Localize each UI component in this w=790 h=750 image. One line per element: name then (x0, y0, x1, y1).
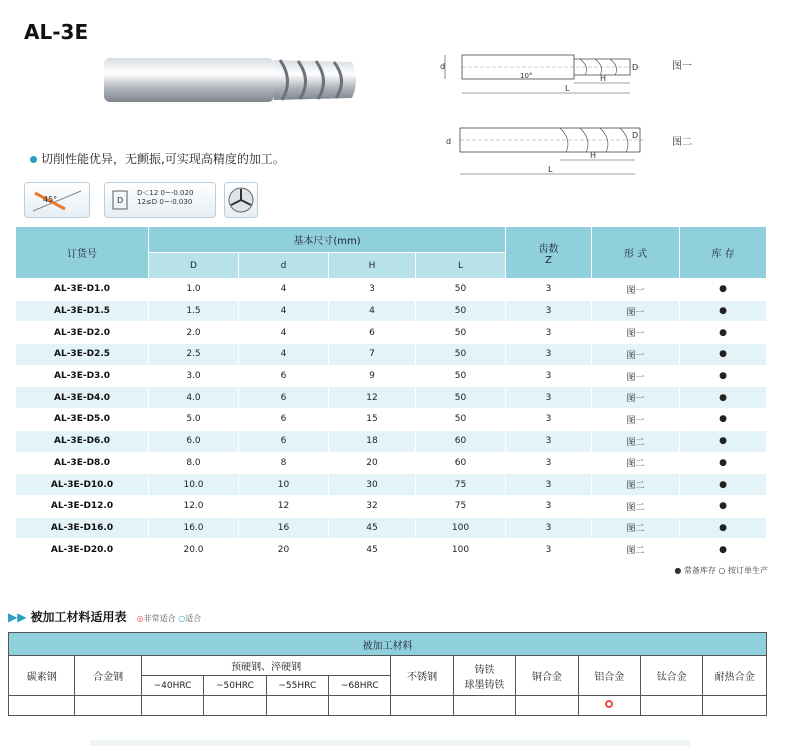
header-L: L (416, 253, 506, 279)
legend-open-text: 按订单生产 (728, 566, 768, 575)
header-stock: 库 存 (680, 227, 767, 279)
bottom-divider (90, 740, 690, 746)
materials-section-title (8, 608, 201, 625)
helix-angle-icon (24, 182, 90, 218)
cell-d: 10 (239, 474, 329, 496)
table-row (16, 279, 767, 301)
cell-code: AL-3E-D1.5 (16, 300, 149, 322)
figure-2-label: 图二 (672, 137, 692, 148)
bullet-icon (30, 156, 37, 163)
cell-d: 6 (239, 409, 329, 431)
cell-code: AL-3E-D10.0 (16, 474, 149, 496)
table-row (16, 517, 767, 539)
col-hrc-68: ~68HRC (329, 676, 391, 696)
cell-Z: 3 (506, 387, 592, 409)
end-mill-photo (102, 48, 364, 110)
cell-Z: 3 (506, 517, 592, 539)
cell-stock: ● (680, 539, 767, 561)
dim-D-label-2: D (632, 131, 639, 140)
cell-d: 4 (239, 300, 329, 322)
cell-L: 100 (416, 539, 506, 561)
cell-form: 图二 (592, 430, 680, 452)
cell-D: 4.0 (149, 387, 239, 409)
product-table (15, 226, 767, 561)
cell-Z: 3 (506, 430, 592, 452)
three-flute-icon (224, 182, 258, 218)
cell-form: 图二 (592, 474, 680, 496)
table-row (16, 387, 767, 409)
materials-table (8, 632, 767, 716)
col-hrc-50: ~50HRC (204, 676, 266, 696)
header-code: 订货号 (16, 227, 149, 279)
cell-stock: ● (680, 474, 767, 496)
cell-form: 图一 (592, 300, 680, 322)
figure-1-label: 图一 (672, 61, 692, 72)
header-basic-size: 基本尺寸(mm) (149, 227, 506, 253)
cell-H: 20 (329, 452, 416, 474)
table-row (16, 409, 767, 431)
cell-form: 图二 (592, 539, 680, 561)
cell-L: 50 (416, 387, 506, 409)
cell-H: 3 (329, 279, 416, 301)
cell-L: 50 (416, 279, 506, 301)
cell-stock: ● (680, 387, 767, 409)
dim-H-label-2: H (590, 151, 597, 160)
col-titanium: 钛合金 (640, 656, 702, 696)
col-aluminum: 铝合金 (578, 656, 640, 696)
cell-H: 18 (329, 430, 416, 452)
cell-d: 12 (239, 495, 329, 517)
cell-H: 4 (329, 300, 416, 322)
cell-aluminum (578, 696, 640, 716)
cell-form: 图一 (592, 365, 680, 387)
cell-hrc-40 (141, 696, 203, 716)
cell-stock: ● (680, 452, 767, 474)
dim-d-label: d (440, 62, 446, 71)
cell-D: 12.0 (149, 495, 239, 517)
table-row (16, 495, 767, 517)
cell-H: 6 (329, 322, 416, 344)
col-alloy-steel: 合金钢 (75, 656, 141, 696)
cell-D: 16.0 (149, 517, 239, 539)
cell-stock: ● (680, 430, 767, 452)
very-suitable-text: 非常适合 (143, 614, 176, 623)
cell-d: 4 (239, 344, 329, 366)
col-hardened-steel: 预硬钢、淬硬钢 (141, 656, 391, 676)
cell-heat (703, 696, 767, 716)
cell-H: 30 (329, 474, 416, 496)
cell-copper (516, 696, 578, 716)
cell-code: AL-3E-D1.0 (16, 279, 149, 301)
cell-stock: ● (680, 344, 767, 366)
cell-d: 6 (239, 387, 329, 409)
col-copper: 铜合金 (516, 656, 578, 696)
cell-D: 6.0 (149, 430, 239, 452)
legend-open-symbol: ○ (718, 566, 726, 575)
cell-code: AL-3E-D2.0 (16, 322, 149, 344)
cell-L: 75 (416, 474, 506, 496)
header-form: 形 式 (592, 227, 680, 279)
cell-stock: ● (680, 365, 767, 387)
cell-code: AL-3E-D8.0 (16, 452, 149, 474)
table-row (16, 430, 767, 452)
cell-D: 3.0 (149, 365, 239, 387)
cell-Z: 3 (506, 365, 592, 387)
cell-carbon (9, 696, 75, 716)
cell-D: 2.0 (149, 322, 239, 344)
diagram-figure-2 (440, 120, 650, 180)
cell-Z: 3 (506, 300, 592, 322)
suitable-symbol: ○ (178, 614, 186, 623)
cell-code: AL-3E-D12.0 (16, 495, 149, 517)
cell-titanium (640, 696, 702, 716)
cell-form: 图一 (592, 322, 680, 344)
cell-Z: 3 (506, 409, 592, 431)
cell-Z: 3 (506, 322, 592, 344)
table-row (16, 365, 767, 387)
diagram-figure-1 (440, 45, 650, 97)
tolerance-icon (104, 182, 216, 218)
col-hrc-55: ~55HRC (266, 676, 328, 696)
tol-d-text: D (117, 196, 124, 205)
cell-stock: ● (680, 322, 767, 344)
cell-form: 图二 (592, 452, 680, 474)
col-stainless: 不锈钢 (391, 656, 453, 696)
col-heat-resistant: 耐热合金 (703, 656, 767, 696)
cell-cast (453, 696, 515, 716)
cell-d: 8 (239, 452, 329, 474)
cell-Z: 3 (506, 539, 592, 561)
cell-code: AL-3E-D6.0 (16, 430, 149, 452)
cell-L: 60 (416, 430, 506, 452)
cell-H: 45 (329, 539, 416, 561)
cell-L: 50 (416, 409, 506, 431)
table-row (16, 300, 767, 322)
cell-Z: 3 (506, 474, 592, 496)
cell-form: 图一 (592, 279, 680, 301)
cell-alloy (75, 696, 141, 716)
cell-Z: 3 (506, 495, 592, 517)
cell-d: 4 (239, 279, 329, 301)
cell-code: AL-3E-D2.5 (16, 344, 149, 366)
cell-D: 1.0 (149, 279, 239, 301)
cell-H: 15 (329, 409, 416, 431)
cell-stock: ● (680, 279, 767, 301)
feature-text (30, 150, 285, 167)
dim-L-label-2: L (548, 165, 553, 174)
cell-code: AL-3E-D4.0 (16, 387, 149, 409)
header-D: D (149, 253, 239, 279)
cell-d: 16 (239, 517, 329, 539)
cell-L: 100 (416, 517, 506, 539)
cell-Z: 3 (506, 344, 592, 366)
cell-form: 图一 (592, 387, 680, 409)
cell-H: 9 (329, 365, 416, 387)
cell-code: AL-3E-D5.0 (16, 409, 149, 431)
table-row (16, 474, 767, 496)
cell-code: AL-3E-D3.0 (16, 365, 149, 387)
page-title: AL-3E (24, 20, 89, 44)
cell-H: 32 (329, 495, 416, 517)
cell-form: 图二 (592, 517, 680, 539)
cell-code: AL-3E-D16.0 (16, 517, 149, 539)
cell-form: 图二 (592, 495, 680, 517)
cell-L: 75 (416, 495, 506, 517)
dim-L-label: L (565, 84, 570, 93)
tolerance-line-2: 12≤D 0~-0.030 (137, 198, 193, 206)
cell-code: AL-3E-D20.0 (16, 539, 149, 561)
cell-hrc-55 (266, 696, 328, 716)
cell-D: 1.5 (149, 300, 239, 322)
cell-hrc-50 (204, 696, 266, 716)
angle-text: 45° (43, 195, 58, 204)
header-d: d (239, 253, 329, 279)
cell-d: 6 (239, 430, 329, 452)
table-row (16, 344, 767, 366)
cell-D: 2.5 (149, 344, 239, 366)
cell-hrc-68 (329, 696, 391, 716)
very-suitable-mark-icon (605, 700, 613, 708)
legend-filled-text: 常备库存 (683, 566, 716, 575)
cell-L: 50 (416, 344, 506, 366)
cell-L: 50 (416, 322, 506, 344)
cell-d: 4 (239, 322, 329, 344)
cell-stock: ● (680, 300, 767, 322)
feature-label: 切削性能优异，无颤振,可实现高精度的加工。 (41, 152, 285, 166)
double-arrow-icon: ▶▶ (8, 610, 27, 624)
cell-D: 10.0 (149, 474, 239, 496)
cell-L: 60 (416, 452, 506, 474)
cell-form: 图一 (592, 409, 680, 431)
cell-L: 50 (416, 365, 506, 387)
cell-D: 20.0 (149, 539, 239, 561)
cell-stainless (391, 696, 453, 716)
cell-H: 45 (329, 517, 416, 539)
cell-H: 12 (329, 387, 416, 409)
cell-H: 7 (329, 344, 416, 366)
cell-D: 8.0 (149, 452, 239, 474)
tolerance-line-1: D＜12 0~-0.020 (137, 189, 194, 197)
col-cast-iron: 铸铁 球墨铸铁 (453, 656, 515, 696)
table-row (16, 539, 767, 561)
table-row (16, 322, 767, 344)
header-teeth: 齿数 Z (506, 227, 592, 279)
cell-stock: ● (680, 517, 767, 539)
cell-Z: 3 (506, 279, 592, 301)
col-hrc-40: ~40HRC (141, 676, 203, 696)
cell-stock: ● (680, 495, 767, 517)
col-carbon-steel: 碳素钢 (9, 656, 75, 696)
cell-d: 6 (239, 365, 329, 387)
stock-legend (674, 565, 768, 576)
dim-d-label-2: d (446, 137, 452, 146)
cell-d: 20 (239, 539, 329, 561)
very-suitable-symbol: ◎ (136, 614, 144, 623)
cell-Z: 3 (506, 452, 592, 474)
dim-H-label: H (600, 74, 607, 83)
cell-L: 50 (416, 300, 506, 322)
suitable-text: 适合 (185, 614, 202, 623)
angle-label: 10° (520, 72, 533, 80)
table-row (16, 452, 767, 474)
cell-D: 5.0 (149, 409, 239, 431)
cell-stock: ● (680, 409, 767, 431)
cell-form: 图一 (592, 344, 680, 366)
header-H: H (329, 253, 416, 279)
legend-filled-symbol: ● (674, 566, 682, 575)
dim-D-label: D (632, 63, 639, 72)
materials-title: 被加工材料适用表 (30, 610, 127, 624)
materials-header: 被加工材料 (9, 633, 767, 656)
